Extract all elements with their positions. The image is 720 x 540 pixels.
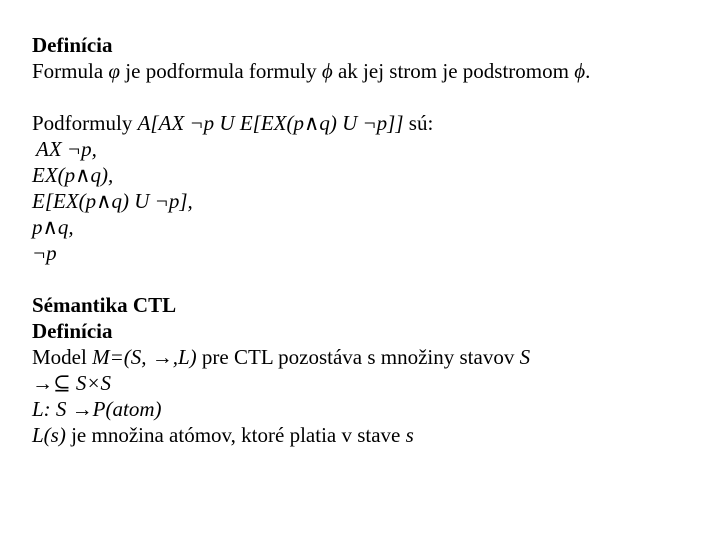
subformulas-intro-tail: sú: (403, 111, 434, 135)
relation-line: →⊆ S×S (32, 371, 112, 395)
ls-text: je množina atómov, ktoré platia v stave (65, 423, 406, 447)
definition-tail-text: ak jej strom je podstromom (332, 59, 575, 83)
labeling-line: L: S →P(atom) (32, 397, 162, 421)
model-states-symbol: S (519, 345, 531, 369)
labeling-description (32, 422, 702, 448)
model-formula: M=(S, →,L) (92, 345, 197, 369)
definition-mid-text: je podformula formuly (120, 59, 322, 83)
subformulas-intro (32, 110, 702, 136)
model-definition (32, 344, 702, 370)
definition-text (32, 58, 702, 84)
subformula-item: E[EX(p∧q) U ¬p], (32, 189, 193, 213)
ls-state-symbol: s (405, 423, 414, 447)
spacer (32, 266, 702, 292)
semantics-heading: Sémantika CTL (32, 293, 177, 317)
subformula-item: p∧q, (32, 215, 74, 239)
semantics-subheading: Definícia (32, 319, 113, 343)
model-plain: Model (32, 345, 93, 369)
definition-end: . (585, 59, 591, 83)
ls-formula: L(s) (32, 423, 66, 447)
spacer (32, 84, 702, 110)
phi-variable-3: ϕ (574, 59, 586, 83)
subformula-item: AX ¬p, (36, 137, 97, 161)
model-tail: pre CTL pozostáva s množiny stavov (196, 345, 520, 369)
subformulas-intro-formula: A[AX ¬p U E[EX(p∧q) U ¬p]] (137, 111, 404, 135)
subformulas-intro-plain: Podformuly (32, 111, 138, 135)
phi-variable: φ (108, 59, 121, 83)
definition-heading: Definícia (32, 33, 113, 57)
slide-content (32, 32, 702, 448)
phi-variable-2: ϕ (321, 59, 333, 83)
subformula-item: ¬p (32, 241, 57, 265)
subformula-item: EX(p∧q), (32, 163, 114, 187)
formula-word: Formula (32, 59, 104, 83)
